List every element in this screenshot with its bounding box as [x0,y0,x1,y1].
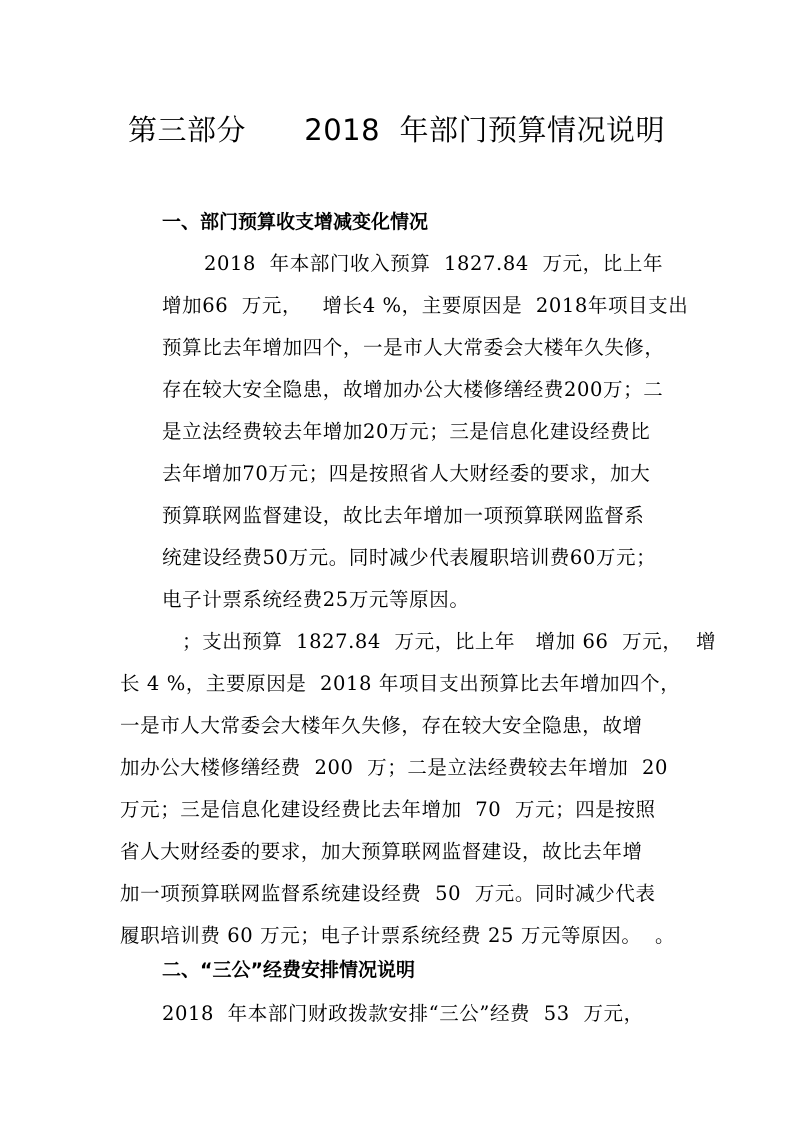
paragraph-line: 统建设经费50万元。同时减少代表履职培训费60万元； [162,546,657,569]
paragraph-line: 去年增加70万元；四是按照省人大财经委的要求，加大 [162,462,651,485]
paragraph-line: 增加66 万元， 增长4 %，主要原因是 2018年项目支出 [162,294,689,317]
paragraph-line: 电子计票系统经费25万元等原因。 [162,588,470,611]
paragraph-line: 加一项预算联网监督系统建设经费 50 万元。同时减少代表 [120,882,656,905]
paragraph-line: 是立法经费较去年增加20万元；三是信息化建设经费比 [162,420,651,443]
paragraph-line: 一是市人大常委会大楼年久失修，存在较大安全隐患，故增 [120,714,643,737]
paragraph-line: 预算联网监督建设，故比去年增加一项预算联网监督系 [162,504,645,527]
page-title: 第三部分 2018 年部门预算情况说明 [127,113,666,147]
section-heading-2: 二、“三公”经费安排情况说明 [162,959,415,981]
paragraph-line: 预算比去年增加四个，一是市人大常委会大楼年久失修， [162,336,665,359]
paragraph-line: 履职培训费 60 万元；电子计票系统经费 25 万元等原因。 。 [120,924,676,947]
paragraph-line: 存在较大安全隐患，故增加办公大楼修缮经费200万；二 [162,378,664,401]
paragraph-line: 长 4 %，主要原因是 2018 年项目支出预算比去年增加四个， [120,672,681,695]
paragraph-line: 加办公大楼修缮经费 200 万；二是立法经费较去年增加 20 [120,756,669,779]
paragraph-line: 万元；三是信息化建设经费比去年增加 70 万元；四是按照 [120,798,656,821]
paragraph-line: 2018 年本部门财政拨款安排“三公”经费 53 万元， [162,1002,644,1025]
paragraph-line: 省人大财经委的要求，加大预算联网监督建设，故比去年增 [120,840,643,863]
paragraph-line: 2018 年本部门收入预算 1827.84 万元，比上年 [204,252,664,275]
paragraph-line: ；支出预算 1827.84 万元，比上年 增加 66 万元， 增 [182,630,717,653]
section-heading-1: 一、部门预算收支增减变化情况 [162,211,429,233]
